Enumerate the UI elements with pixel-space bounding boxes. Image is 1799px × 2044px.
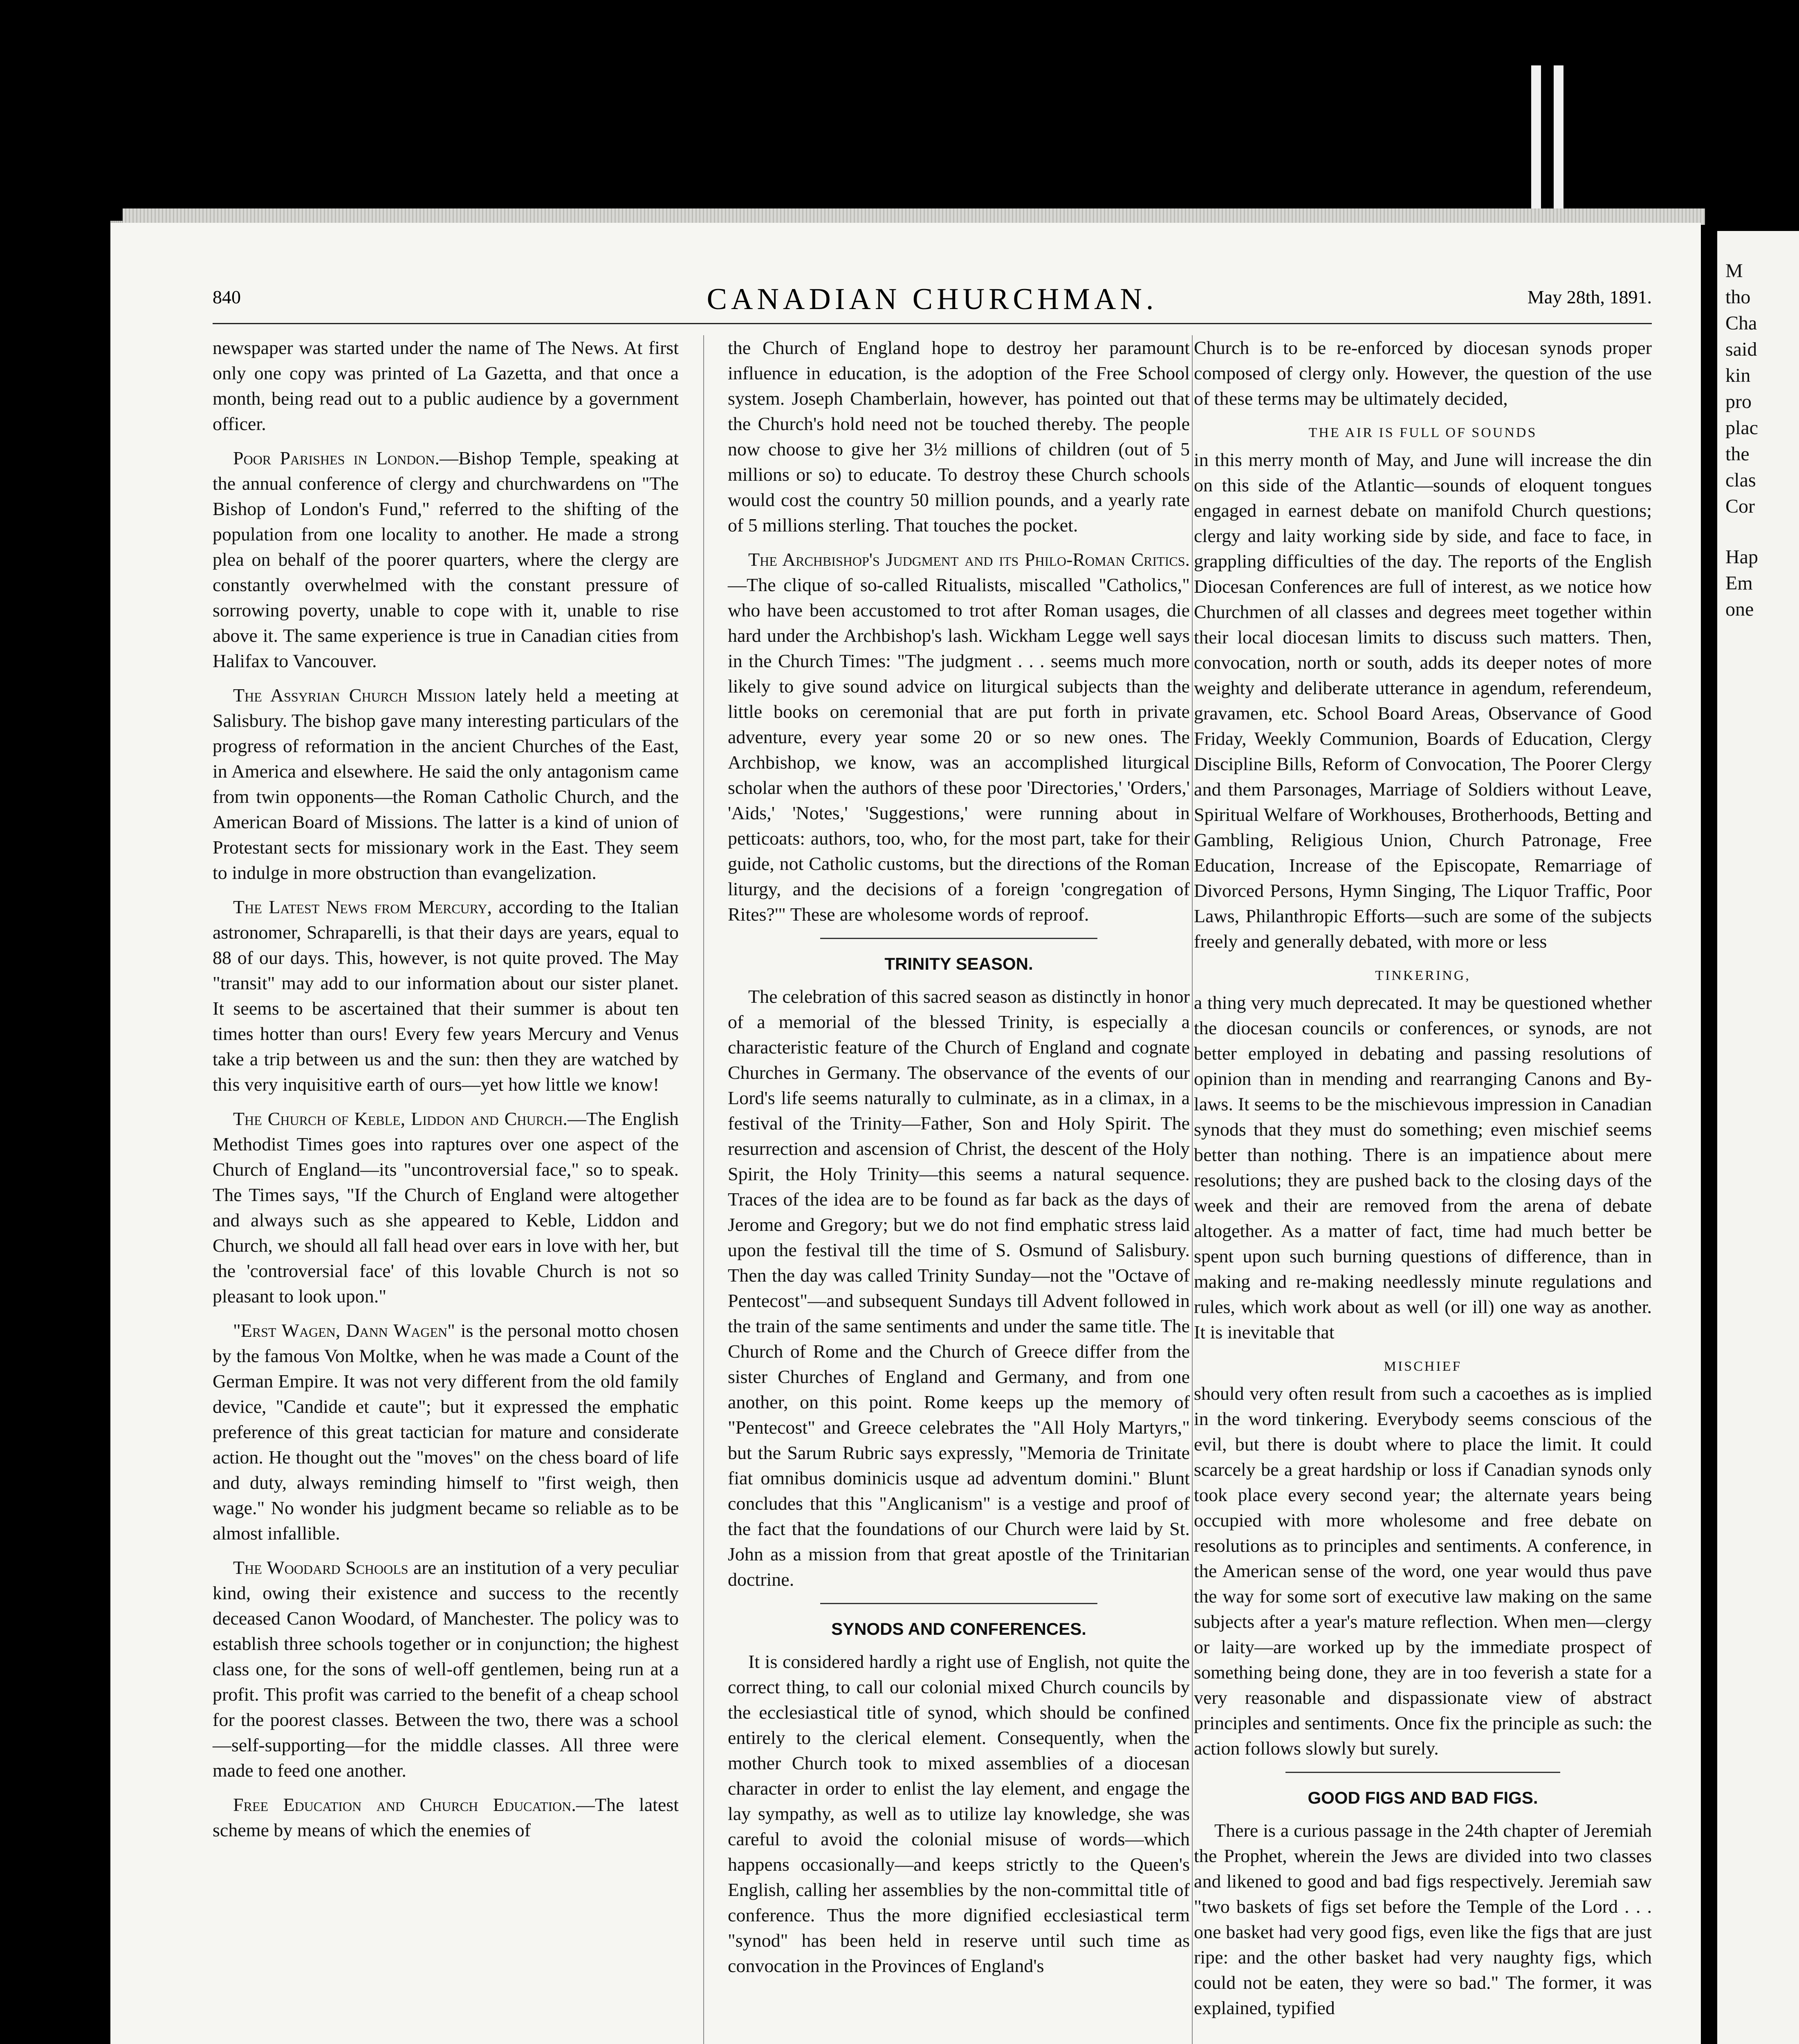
issue-date: May 28th, 1891. — [1527, 287, 1652, 307]
header-rule — [213, 323, 1652, 324]
section-heading-synods: SYNODS AND CONFERENCES. — [831, 1619, 1086, 1638]
facing-page-word: one — [1725, 598, 1754, 620]
column1-paragraph — [213, 1318, 679, 1546]
trinity-paragraph: The celebration of this sacred season as distinctly in honor of a memorial of the blessed Trinity, is especially a characteristic feature of the Church of England and cognate Churches in Germany. The observance of the events of our Lord's life seems naturally to culminate, as in a climax, in a festival of the Trinity—Father, Son and Holy Spirit. The resurrection and ascension of Christ, the descent of the Holy Spirit, the Holy Trinity—this seems a natural sequence. Traces of the idea are to be found as far back as the days of Jerome and Gregory; but we do not find emphatic stress laid upon the festival till the time of S. Osmund of Salisbury. Then the day was called Trinity Sunday—not the "Octave of Pentecost"—and subsequent Sundays till Advent followed in the train of the same sentiments and under the same title. The Church of Rome and the Church of Greece differ from the sister Churches of England and Germany, and from one another, on this point. Rome keeps up the memory of "Pentecost" and Greece celebrates the "All Holy Martyrs," but the Sarum Rubric says expressly, "Memoria de Trinitate fiat omnibus dominicis usque ad adventum domini." Blunt concludes that this "Anglicanism" is a vestige and proof of the fact that the foundations of our Church were laid by St. John as a mission from that great apostle of the Trinitarian doctrine. — [728, 986, 1190, 1590]
paragraph-text: are an institution of a very peculiar kind, owing their existence and success to the recently deceased Canon Woodard, of Manchester. The policy was to establish three schools together or in conjunction; the highest class one, for the sons of well-off gentlemen, being run at a profit. This profit was carried to the benefit of a cheap school for the poorest classes. Between the two, there was a school—self-supporting—for the middle classes. All three were made to feed one another. — [213, 1557, 679, 1781]
column3-paragraph-c: a thing very much deprecated. It may be questioned whether the diocesan councils or conferences, or synods, are not better employed in debating and passing resolutions of opinion than in mending and rearranging Canons and By-laws. It seems to be the mischievous impression in Canadian synods that they must do something; even mischief seems better than nothing. There is an impatience about mere resolutions; they are pushed back to the closing days of the week and their are removed from the arena of debate altogether. As a matter of fact, time had much better be spent upon such burning questions of difference, than in making and re-making needlessly minute regulations and rules, which work about as well (or ill) one way as another. It is inevitable that — [1194, 992, 1652, 1342]
section-divider — [1285, 1772, 1560, 1773]
paragraph-lead: The Latest News from Mercury, — [233, 896, 492, 917]
paragraph-lead: Poor Parishes in London. — [233, 448, 440, 468]
paragraph-text: lately held a meeting at Salisbury. The bishop gave many interesting particulars of the progress of reformation in the ancient Churches of the East, in America and elsewhere. He said the only antagonism came from twin opponents—the Roman Catholic Church, and the American Board of Missions. The latter is a kind of union of Protestant sects for missionary work in the East. They seem to indulge in more obstruction than evangelization. — [213, 685, 679, 883]
section-heading-trinity: TRINITY SEASON. — [884, 954, 1033, 973]
binding-bar-top-1 — [1531, 65, 1541, 208]
column2-paragraph — [728, 547, 1190, 927]
paragraph-text: according to the Italian astronomer, Schraparelli, is that their days are years, equal to 88 of our days. This, however, is not quite proved. The May "transit" may add to our information about our sister planet. It seems to be ascertained that their summer is about ten times hotter than ours! Every few years Mercury and Venus take a trip between us and the sun: then they are watched by this very inquisitive earth of ours—yet how little we know! — [213, 896, 679, 1095]
section-divider — [820, 938, 1097, 939]
facing-page-word: pro — [1725, 391, 1752, 412]
paragraph-lead: The Woodard Schools — [233, 1557, 408, 1578]
binding-bar-top-2 — [1554, 65, 1563, 208]
column1-paragraph — [213, 1555, 679, 1783]
paragraph-lead: "Erst Wagen, Dann Wagen" — [233, 1320, 455, 1341]
facing-page-word: kin — [1725, 365, 1751, 386]
paragraph-text: the Church of England hope to destroy her paramount influence in education, is the adoption of the Free School system. Joseph Chamberlain, however, has pointed out that the Church's hold need not be touched thereby. The people now choose to give her 3½ millions of children (out of 5 millions or so) to educate. To destroy these Church schools would cost the country 50 million pounds, and a yearly rate of 5 millions sterling. That touches the pocket. — [728, 337, 1190, 536]
paragraph-lead: The Archbishop's Judgment and its Philo-Roman Critics. — [748, 549, 1190, 570]
facing-page-word: Cha — [1725, 312, 1757, 334]
paragraph-text: —The clique of so-called Ritualists, miscalled "Catholics," who have been accustomed to trot after Roman usages, die hard under the Archbishop's lash. Wickham Legge well says in the Church Times: "The judgment . . . seems much more likely to give sound advice on liturgical subjects than the little books on ceremonial that are put forth in private adventure, every year some 20 or so new ones. The Archbishop, we know, was an accomplished liturgical scholar when the authors of these poor 'Directories,' 'Orders,' 'Aids,' 'Notes,' 'Suggestions,' were running about in petticoats: authors, too, who, for the most part, take for their guide, not Catholic customs, but the directions of the Roman liturgy, and the decisions of a foreign 'congregation of Rites?'" These are wholesome words of reproof. — [728, 574, 1190, 925]
facing-page-word: said — [1725, 338, 1757, 360]
column1-paragraph — [213, 1792, 679, 1843]
facing-page-word: Em — [1725, 572, 1753, 594]
column1-paragraph — [213, 683, 679, 885]
facing-page-word: tho — [1725, 286, 1751, 308]
facing-page-fragment — [1717, 231, 1799, 2044]
column-1 — [213, 335, 679, 1852]
column-rule-2 — [1192, 335, 1193, 2044]
facing-page-word: the — [1725, 443, 1750, 465]
facing-page-word: plac — [1725, 417, 1758, 439]
paragraph-lead: Free Education and Church Education. — [233, 1794, 576, 1815]
subhead-tinkering: TINKERING, — [1375, 968, 1471, 983]
section-divider — [820, 1603, 1097, 1604]
facing-page-word: clas — [1725, 469, 1756, 491]
column3-paragraph-a: Church is to be re-enforced by diocesan synods proper composed of clergy only. However, the question of the use of these terms may be ultimately decided, — [1194, 337, 1652, 409]
section-heading-figs: GOOD FIGS AND BAD FIGS. — [1308, 1788, 1538, 1807]
page-header — [213, 282, 1652, 315]
page-edge-strip — [123, 208, 1705, 225]
paragraph-text: —Bishop Temple, speaking at the annual conference of clergy and churchwardens on "The Bishop of London's Fund," referred to the shifting of the population from one locality to another. He made a strong plea on behalf of the poorer quarters, where the clergy are constantly overwhelmed with the constant pressure of sorrowing poverty, unable to cope with it, unable to rise above it. The same experience is true in Canadian cities from Halifax to Vancouver. — [213, 448, 679, 671]
paragraph-lead: The Assyrian Church Mission — [233, 685, 476, 706]
column1-paragraph — [213, 894, 679, 1097]
facing-page-word: Hap — [1725, 546, 1758, 568]
column3-paragraph-d: should very often result from such a cacoethes as is implied in the word tinkering. Everybody seems conscious of the evil, but there is doubt where to place the limit. It could scarcely be a great hardship or loss if Canadian synods only took place every second year; the alternate years being occupied with more wholesome and free debate on resolutions as to principles and sentiments. A conference, in the American sense of the word, one year would thus pave the way for some sort of executive law making on the same subjects after a year's mature reflection. When men—clergy or laity—are worked up by the immediate prospect of something being done, they are in too feverish a state for a very reasonable and dispassionate view of abstract principles and sentiments. Once fix the principle as such: the action follows slowly but surely. — [1194, 1383, 1652, 1759]
column-2 — [728, 335, 1190, 1988]
paragraph-text: is the personal motto chosen by the famous Von Moltke, when he was made a Count of the German Empire. It was not very different from the old family device, "Candide et caute"; but it expressed the emphatic preference of this great tactician for mature and considerate action. He thought out the "moves" on the chess board of life and duty, always reminding himself to "first weigh, then wage." No wonder his judgment became so reliable as to be almost infallible. — [213, 1320, 679, 1544]
column3-paragraph-b: in this merry month of May, and June will increase the din on this side of the Atlantic—sounds of eloquent tongues engaged in earnest debate on manifold Church questions; clergy and laity working side by side, and face to face, in grappling difficulties of the day. The reports of the English Diocesan Conferences are full of interest, as we notice how Churchmen of all classes and degrees meet together within their local diocesan limits to discuss such matters. Then, convocation, north or south, adds its deeper notes of more weighty and deliberate utterance in agendum, referendeum, gravamen, etc. School Board Areas, Observance of Good Friday, Weekly Communion, Boards of Education, Clergy Discipline Bills, Reform of Convocation, The Poorer Clergy and them Parsonages, Marriage of Soldiers without Leave, Spiritual Welfare of Workhouses, Brotherhoods, Betting and Gambling, Religious Union, Church Patronage, Free Education, Increase of the Episcopate, Remarriage of Divorced Persons, Hymn Singing, The Liquor Traffic, Poor Laws, Philanthropic Efforts—such are some of the subjects freely and generally debated, with more or less — [1194, 449, 1652, 952]
facing-page-word: Cor — [1725, 495, 1755, 517]
paragraph-lead: The Church of Keble, Liddon and Church. — [233, 1108, 568, 1129]
column1-paragraph — [213, 335, 679, 437]
subhead-mischief: MISCHIEF — [1384, 1359, 1462, 1374]
subhead-air: THE AIR IS FULL OF SOUNDS — [1308, 425, 1537, 440]
page-number: 840 — [213, 287, 241, 307]
masthead-title: CANADIAN CHURCHMAN. — [707, 282, 1158, 316]
paragraph-text: newspaper was started under the name of The News. At first only one copy was printed of La Gazetta, and that once a month, being read out to a public audience by a government officer. — [213, 337, 679, 434]
facing-page-word: M — [1725, 260, 1743, 282]
figs-paragraph: There is a curious passage in the 24th chapter of Jeremiah the Prophet, wherein the Jews are divided into two classes and likened to good and bad figs respectively. Jeremiah saw "two baskets of figs set before the Temple of the Lord . . . one basket had very good figs, even like the figs that are just ripe: and the other basket had very naughty figs, which could not be eaten, they were so bad." The former, it was explained, typified — [1194, 1820, 1652, 2018]
column-3 — [1194, 335, 1652, 2030]
paragraph-text: —The English Methodist Times goes into raptures over one aspect of the Church of England—its "uncontroversial face," so to speak. The Times says, "If the Church of England were altogether and always such as she appeared to Keble, Liddon and Church, we should all fall head over ears in love with her, but the 'controversial face' of this lovable Church is not so pleasant to look upon." — [213, 1108, 679, 1307]
column-rule-1 — [703, 335, 704, 2044]
paragraph-text: —The latest scheme by means of which the enemies of — [213, 1794, 679, 1840]
synods-paragraph: It is considered hardly a right use of English, not quite the correct thing, to call our colonial mixed Church councils by the ecclesiastical title of synod, which should be confined entirely to the clerical element. Consequently, when the mother Church took to mixed assemblies of a diocesan character in order to enlist the lay element, and engage the lay sympathy, as well as to utilize lay knowledge, she was careful to avoid the colonial misuse of words—which happens occasionally—and keeps strictly to the Queen's English, calling her assemblies by the non-committal title of conference. Thus the more dignified ecclesiastical term "synod" has been held in reserve until such time as convocation in the Provinces of England's — [728, 1651, 1190, 1976]
column1-paragraph — [213, 1106, 679, 1309]
column1-paragraph — [213, 446, 679, 674]
column2-paragraph — [728, 335, 1190, 538]
